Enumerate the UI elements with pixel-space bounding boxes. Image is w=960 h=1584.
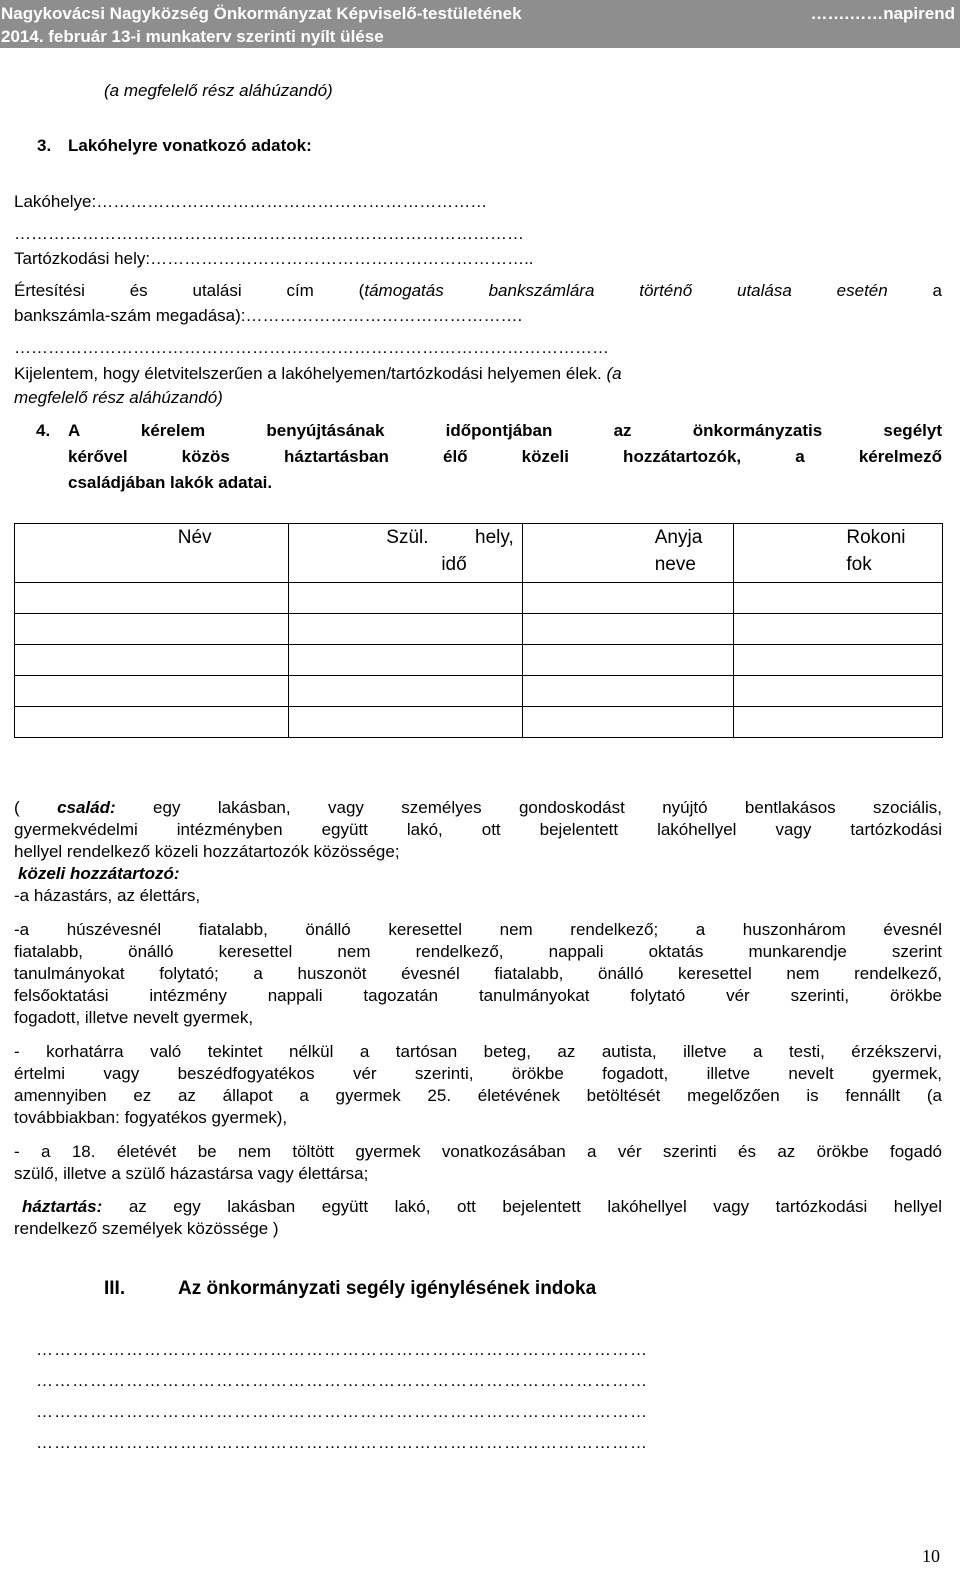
section-III-number: III. [104, 1278, 126, 1299]
table-cell[interactable] [289, 645, 522, 676]
page-number: 10 [922, 1546, 940, 1566]
table-row [15, 645, 943, 676]
header-session-date: 2014. február 13-i munkaterv szerinti nyílt ülése [1, 27, 384, 46]
table-header-row [15, 524, 943, 583]
declaration-note: megfelelő rész aláhúzandó) [14, 388, 223, 407]
notify-address-line: Értesítési és utalási cím (támogatás bankszámlára történő utalása esetén a [14, 281, 942, 300]
section-4-line-3: családjában lakók adatai. [68, 473, 273, 492]
def-line-17: háztartás: az egy lakásban együtt lakó, ott bejelentett lakóhellyel vagy tartózkodási hellyel [22, 1197, 942, 1216]
answer-line[interactable]: ………………………………………………………………………………………… [36, 1340, 648, 1359]
def-line-3: hellyel rendelkező közeli hozzátartozók közössége; [14, 842, 400, 861]
stay-field: Tartózkodási hely:………………………………………………………….. [14, 249, 534, 268]
section-3-title: Lakóhelyre vonatkozó adatok: [68, 136, 312, 155]
table-cell[interactable] [522, 707, 734, 738]
header-agenda: …….……napirend [810, 4, 955, 23]
section-4-line-1: A kérelem benyújtásának időpontjában az önkormányzatis segélyt [68, 421, 942, 440]
table-cell[interactable] [734, 645, 943, 676]
def-line-11: - korhatárra való tekintet nélkül a tartósan beteg, az autista, illetve a testi, érzékszervi, [14, 1042, 942, 1061]
section-4-line-2: kérővel közös háztartásban élő közeli hozzátartozók, a kérelmező [68, 447, 942, 466]
table-cell[interactable] [289, 614, 522, 645]
table-cell[interactable] [522, 583, 734, 614]
col-relation: Rokoni fok [734, 524, 943, 583]
declaration: Kijelentem, hogy életvitelszerűen a lakóhelyemen/tartózkodási helyemen élek. (a [14, 364, 622, 383]
household-table [14, 523, 943, 738]
table-cell[interactable] [15, 614, 289, 645]
residence-field: Lakóhelye:…………………………………………………………… [14, 192, 488, 211]
table-cell[interactable] [522, 676, 734, 707]
table-row [15, 676, 943, 707]
header-council-title: Nagykovácsi Nagyközség Önkormányzat Képviselő-testületének [1, 4, 522, 23]
def-line-15: - a 18. életévét be nem töltött gyermek vonatkozásában a vér szerinti és az örökbe fogadó [14, 1142, 942, 1161]
col-mother: Anyja neve [522, 524, 734, 583]
table-cell[interactable] [522, 645, 734, 676]
section-4-number: 4. [36, 421, 51, 440]
table-cell[interactable] [734, 707, 943, 738]
def-line-18: rendelkező személyek közössége ) [14, 1219, 279, 1238]
def-line-1: ( család: egy lakásban, vagy személyes gondoskodást nyújtó bentlakásos szociális, [14, 798, 942, 817]
answer-line[interactable]: ………………………………………………………………………………………… [36, 1433, 648, 1452]
section-III-title: Az önkormányzati segély igénylésének indoka [178, 1278, 597, 1299]
residence-field-cont: ……………………………………………………………………………… [14, 224, 524, 243]
table-cell[interactable] [15, 583, 289, 614]
def-line-5: -a házastárs, az élettárs, [14, 886, 201, 905]
table-row [15, 614, 943, 645]
def-line-2: gyermekvédelmi intézményben együtt lakó, ott bejelentett lakóhellyel vagy tartózkodási [14, 820, 942, 839]
table-cell[interactable] [289, 583, 522, 614]
table-cell[interactable] [734, 614, 943, 645]
underline-note: (a megfelelő rész aláhúzandó) [104, 81, 333, 100]
notify-address-line-2: bankszámla-szám megadása):…………………………………………. [14, 306, 523, 325]
table-row [15, 707, 943, 738]
table-cell[interactable] [734, 676, 943, 707]
table-cell[interactable] [289, 707, 522, 738]
table-row [15, 583, 943, 614]
def-line-6: -a húszévesnél fiatalabb, önálló keresettel nem rendelkező; a huszonhárom évesnél [14, 920, 942, 939]
table-cell[interactable] [15, 645, 289, 676]
table-cell[interactable] [15, 676, 289, 707]
table-cell[interactable] [522, 614, 734, 645]
def-line-9: felsőoktatási intézmény nappali tagozatán tanulmányokat folytató vér szerinti, örökbe [14, 986, 942, 1005]
def-line-13: amennyiben ez az állapot a gyermek 25. életévének betöltését megelőzően is fennállt (a [14, 1086, 942, 1105]
def-term-relative: közeli hozzátartozó: [18, 864, 180, 883]
def-line-10: fogadott, illetve nevelt gyermek, [14, 1008, 254, 1027]
section-3-number: 3. [37, 136, 52, 155]
def-line-8: tanulmányokat folytató; a huszonöt évesnél fiatalabb, önálló keresettel nem rendelkező, [14, 964, 942, 983]
table-cell[interactable] [734, 583, 943, 614]
col-name: Név [15, 524, 289, 583]
answer-line[interactable]: ………………………………………………………………………………………… [36, 1371, 648, 1390]
def-line-16: szülő, illetve a szülő házastársa vagy élettársa; [14, 1164, 369, 1183]
page-header [0, 0, 960, 48]
col-birth: Szül. hely, idő [289, 524, 522, 583]
def-line-14: továbbiakban: fogyatékos gyermek), [14, 1108, 288, 1127]
def-line-12: értelmi vagy beszédfogyatékos vér szerinti, örökbe fogadott, illetve nevelt gyermek, [14, 1064, 942, 1083]
notify-address-cont: …………………………………………………………………………………………… [14, 338, 609, 357]
def-line-7: fiatalabb, önálló keresettel nem rendelkező, nappali oktatás munkarendje szerint [14, 942, 942, 961]
table-cell[interactable] [15, 707, 289, 738]
table-cell[interactable] [289, 676, 522, 707]
answer-line[interactable]: ………………………………………………………………………………………… [36, 1402, 648, 1421]
